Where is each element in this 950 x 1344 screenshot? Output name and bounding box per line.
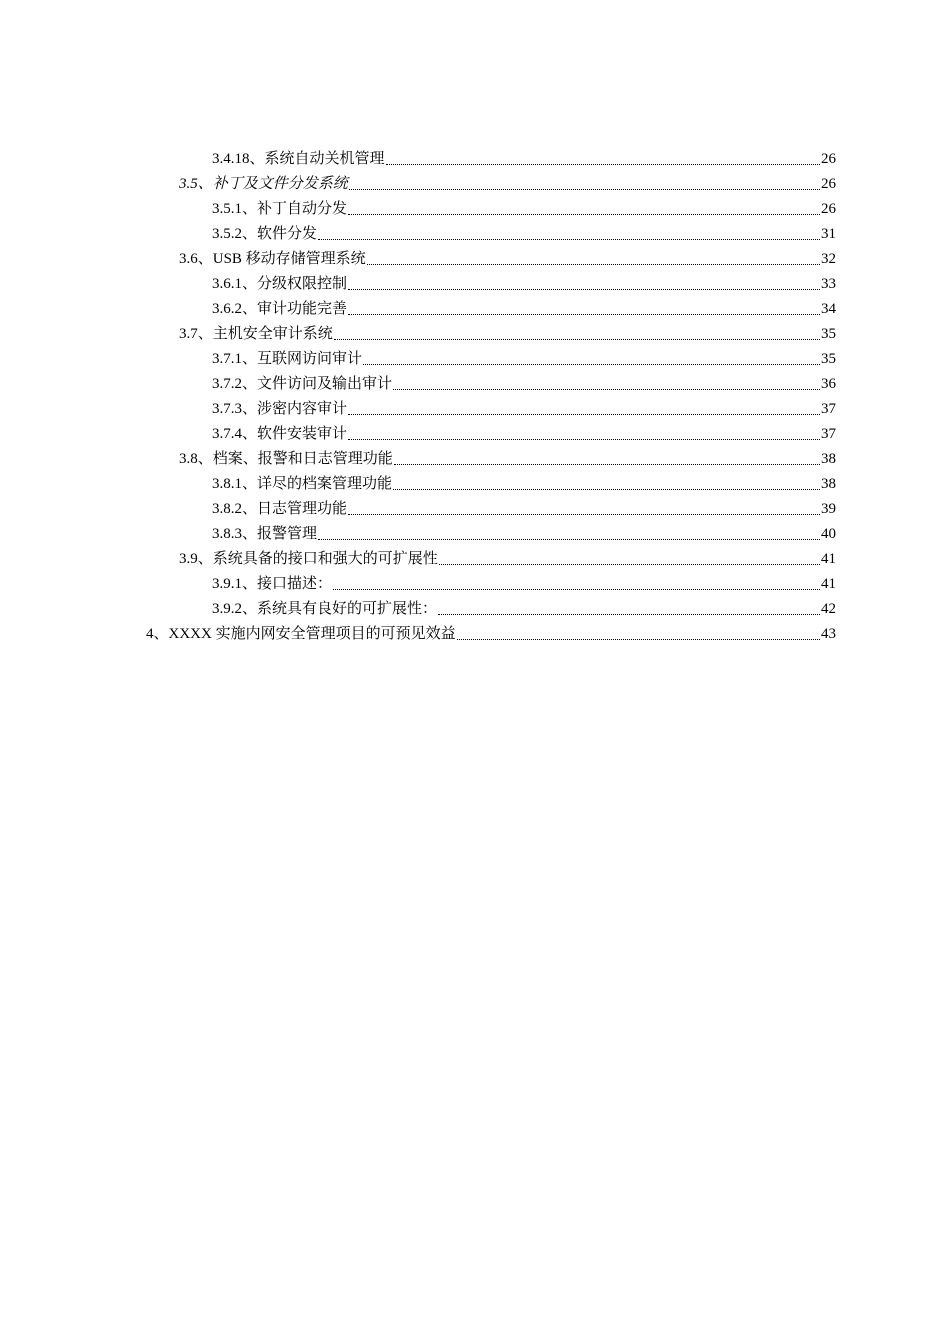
toc-dot-leader — [334, 339, 820, 340]
toc-entry-title: 4、XXXX 实施内网安全管理项目的可预见效益 — [146, 626, 456, 642]
toc-entry-page-number: 26 — [821, 201, 836, 217]
toc-entry-title: 3.5.2、软件分发 — [212, 226, 318, 242]
toc-dot-leader — [438, 614, 820, 615]
toc-dot-leader — [348, 514, 820, 515]
toc-entry-page-number: 36 — [821, 376, 836, 392]
toc-entry-title: 3.8.1、详尽的档案管理功能 — [212, 476, 393, 492]
toc-entry[interactable] — [212, 147, 836, 172]
toc-entry-page-number: 31 — [821, 226, 836, 242]
toc-dot-leader — [348, 314, 820, 315]
toc-entry[interactable] — [212, 522, 836, 547]
toc-entry-title: 3.6、USB 移动存储管理系统 — [179, 251, 366, 267]
toc-entry-title: 3.5、补丁及文件分发系统 — [179, 176, 348, 192]
toc-dot-leader — [318, 239, 820, 240]
toc-entry-page-number: 37 — [821, 401, 836, 417]
toc-entry-title: 3.9、系统具备的接口和强大的可扩展性 — [179, 551, 438, 567]
toc-entry-title: 3.6.1、分级权限控制 — [212, 276, 348, 292]
toc-entry-page-number: 43 — [821, 626, 836, 642]
toc-dot-leader — [349, 189, 820, 190]
toc-entry[interactable] — [179, 247, 836, 272]
toc-entry-page-number: 26 — [821, 151, 836, 167]
toc-entry-title: 3.5.1、补丁自动分发 — [212, 201, 348, 217]
toc-dot-leader — [394, 464, 820, 465]
toc-entry-page-number: 39 — [821, 501, 836, 517]
toc-entry-title: 3.8.3、报警管理 — [212, 526, 318, 542]
toc-entry[interactable] — [212, 422, 836, 447]
toc-entry[interactable] — [212, 572, 836, 597]
toc-entry-page-number: 34 — [821, 301, 836, 317]
toc-entry[interactable] — [212, 472, 836, 497]
toc-dot-leader — [393, 389, 820, 390]
toc-dot-leader — [348, 439, 820, 440]
toc-dot-leader — [386, 164, 820, 165]
toc-dot-leader — [318, 539, 820, 540]
toc-dot-leader — [457, 639, 820, 640]
toc-entry[interactable] — [212, 222, 836, 247]
toc-entry[interactable] — [212, 347, 836, 372]
toc-entry-page-number: 38 — [821, 451, 836, 467]
toc-entry-title: 3.7、主机安全审计系统 — [179, 326, 333, 342]
toc-entry[interactable] — [212, 597, 836, 622]
toc-entry-title: 3.6.2、审计功能完善 — [212, 301, 348, 317]
toc-entry[interactable] — [179, 172, 836, 197]
toc-dot-leader — [348, 289, 820, 290]
toc-entry-title: 3.7.2、文件访问及输出审计 — [212, 376, 393, 392]
toc-entry[interactable] — [179, 547, 836, 572]
toc-entry-page-number: 38 — [821, 476, 836, 492]
toc-entry[interactable] — [212, 272, 836, 297]
toc-entry-page-number: 41 — [821, 551, 836, 567]
toc-entry-title: 3.4.18、系统自动关机管理 — [212, 151, 385, 167]
toc-entry-page-number: 33 — [821, 276, 836, 292]
toc-entry-page-number: 41 — [821, 576, 836, 592]
toc-entry-title: 3.7.3、涉密内容审计 — [212, 401, 348, 417]
toc-entry-title: 3.9.1、接口描述： — [212, 576, 333, 592]
toc-entry[interactable] — [212, 397, 836, 422]
toc-entry-title: 3.7.4、软件安装审计 — [212, 426, 348, 442]
toc-entry-title: 3.7.1、互联网访问审计 — [212, 351, 363, 367]
toc-entry-page-number: 26 — [821, 176, 836, 192]
toc-dot-leader — [393, 489, 820, 490]
toc-dot-leader — [348, 414, 820, 415]
toc-dot-leader — [367, 264, 820, 265]
toc-entry-title: 3.8、档案、报警和日志管理功能 — [179, 451, 393, 467]
toc-entry[interactable] — [179, 322, 836, 347]
toc-entry-page-number: 40 — [821, 526, 836, 542]
toc-entry-page-number: 35 — [821, 351, 836, 367]
toc-dot-leader — [333, 589, 820, 590]
toc-entry-page-number: 37 — [821, 426, 836, 442]
toc-entry-title: 3.9.2、系统具有良好的可扩展性： — [212, 601, 438, 617]
toc-entry[interactable] — [146, 622, 836, 647]
toc-dot-leader — [439, 564, 820, 565]
toc-entry-page-number: 32 — [821, 251, 836, 267]
toc-entry-title: 3.8.2、日志管理功能 — [212, 501, 348, 517]
toc-entry[interactable] — [212, 197, 836, 222]
toc-entry[interactable] — [212, 372, 836, 397]
toc-dot-leader — [363, 364, 820, 365]
toc-dot-leader — [348, 214, 820, 215]
toc-entry-page-number: 35 — [821, 326, 836, 342]
toc-entry[interactable] — [179, 447, 836, 472]
toc-entry-page-number: 42 — [821, 601, 836, 617]
toc-entry[interactable] — [212, 497, 836, 522]
toc-entry[interactable] — [212, 297, 836, 322]
